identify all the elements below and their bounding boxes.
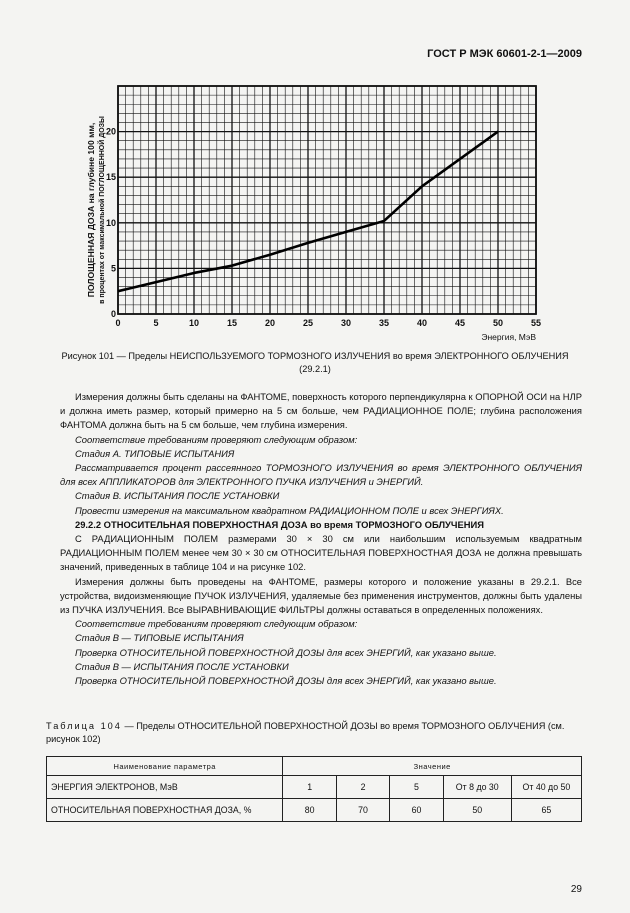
x-tick-label: 35 xyxy=(378,318,390,328)
paragraph: Стадия А. ТИПОВЫЕ ИСПЫТАНИЯ xyxy=(75,447,235,459)
table-header-row xyxy=(47,757,582,776)
x-tick-label: 50 xyxy=(492,318,504,328)
body-text xyxy=(60,390,582,688)
x-tick-label: 20 xyxy=(264,318,276,328)
paragraph: С РАДИАЦИОННЫМ ПОЛЕМ размерами 30 × 30 см или наибольшим используемым квадратным РАДИАЦИОННЫМ ПОЛЕМ менее чем 30 × 30 см ОТНОСИТЕЛЬНАЯ ПОВЕРХНОСТНАЯ ДОЗА не должна превышать значений, приведенных в таблице 104 и на рисунке 102. xyxy=(60,533,582,573)
paragraph: Стадия В. ИСПЫТАНИЯ ПОСЛЕ УСТАНОВКИ xyxy=(75,490,280,502)
table-caption xyxy=(46,720,582,746)
row-label: ОТНОСИТЕЛЬНАЯ ПОВЕРХНОСТНАЯ ДОЗА, % xyxy=(47,799,283,822)
table-cell: 1 xyxy=(283,776,336,799)
plot-frame xyxy=(118,86,536,314)
paragraph: Проверка ОТНОСИТЕЛЬНОЙ ПОВЕРХНОСТНОЙ ДОЗЫ для всех ЭНЕРГИЙ, как указано выше. xyxy=(75,675,497,687)
table-cell: 5 xyxy=(390,776,443,799)
table-cell: 70 xyxy=(336,799,389,822)
paragraph: Измерения должны быть сделаны на ФАНТОМЕ, поверхность которого перпендикулярна к ОПОРНОЙ ОСИ на НЛР и должна иметь размер, который примерно на 5 см больше, чем РАДИАЦИОННОЕ ПОЛЕ; глубина расположения ФАНТОМА должна быть на 5 см больше, чем глубина измерения. xyxy=(60,391,582,431)
dose-energy-chart xyxy=(70,80,560,350)
x-axis-label: Энергия, МэВ xyxy=(481,332,536,342)
paragraph: Соответствие требованиям проверяют следующим образом: xyxy=(75,618,358,630)
y-axis-label: ПОЛОЩЕННАЯ ДОЗА на глубине 100 мм, xyxy=(86,122,96,298)
x-tick-label: 30 xyxy=(340,318,352,328)
table-caption-label: Таблица 104 xyxy=(46,721,122,731)
paragraph: Рассматривается процент рассеянного ТОРМОЗНОГО ИЗЛУЧЕНИЯ во время ЭЛЕКТРОННОГО ОБЛУЧЕНИЯ для всех АППЛИКАТОРОВ для ЭЛЕКТРОННОГО ПУЧКА ИЗЛУЧЕНИЯ и ЭНЕРГИЙ. xyxy=(60,462,582,488)
table-row xyxy=(47,776,582,799)
x-tick-label: 45 xyxy=(454,318,466,328)
section-heading: 29.2.2 ОТНОСИТЕЛЬНАЯ ПОВЕРХНОСТНАЯ ДОЗА во время ТОРМОЗНОГО ОБЛУЧЕНИЯ xyxy=(75,518,484,530)
x-tick-label: 10 xyxy=(188,318,200,328)
table-cell: 60 xyxy=(390,799,443,822)
table-row xyxy=(47,799,582,822)
table-cell: 2 xyxy=(336,776,389,799)
paragraph: Стадия В — ИСПЫТАНИЯ ПОСЛЕ УСТАНОВКИ xyxy=(75,660,289,672)
y-tick-label: 0 xyxy=(110,309,116,319)
y-tick-label: 20 xyxy=(105,126,116,137)
x-tick-label: 40 xyxy=(416,318,428,328)
x-tick-label: 55 xyxy=(530,318,542,328)
x-tick-label: 5 xyxy=(153,318,159,328)
standard-header: ГОСТ Р МЭК 60601-2-1—2009 xyxy=(427,48,582,60)
table-cell: 50 xyxy=(443,799,511,822)
figure-caption: Рисунок 101 — Пределы НЕИСПОЛЬЗУЕМОГО ТОРМОЗНОГО ИЗЛУЧЕНИЯ во время ЭЛЕКТРОННОГО ОБЛУЧЕНИЯ (29.2.1) xyxy=(61,351,569,374)
x-tick-label: 25 xyxy=(302,318,314,328)
row-label: ЭНЕРГИЯ ЭЛЕКТРОНОВ, МэВ xyxy=(47,776,283,799)
paragraph: Соответствие требованиям проверяют следующим образом: xyxy=(75,433,358,445)
paragraph: Измерения должны быть проведены на ФАНТОМЕ, размеры которого и положение указаны в 29.2.1. Все устройства, видоизменяющие ПУЧОК ИЗЛУЧЕНИЯ, удаляемые без применения инструментов, должны быть удалены из ПУЧКА ИЗЛУЧЕНИЯ. Все ВЫРАВНИВАЮЩИЕ ФИЛЬТРЫ должны оставаться в определенных положениях. xyxy=(60,575,582,616)
limits-table xyxy=(46,756,582,822)
header-param: Наименование параметра xyxy=(47,757,283,776)
paragraph: Проверка ОТНОСИТЕЛЬНОЙ ПОВЕРХНОСТНОЙ ДОЗЫ для всех ЭНЕРГИЙ, как указано выше. xyxy=(75,646,497,658)
paragraph: Стадия В — ТИПОВЫЕ ИСПЫТАНИЯ xyxy=(75,632,244,644)
y-axis-sublabel: в процентах от максимальной ПОГЛОЩЕННОЙ ДОЗЫ xyxy=(99,116,106,304)
header-value: Значение xyxy=(283,757,582,776)
table-cell: 65 xyxy=(511,799,581,822)
paragraph: Провести измерения на максимальном квадратном РАДИАЦИОННОМ ПОЛЕ и всех ЭНЕРГИЯХ. xyxy=(75,504,504,516)
x-tick-label: 15 xyxy=(226,318,238,328)
table-cell: От 40 до 50 xyxy=(511,776,581,799)
table-cell: 80 xyxy=(283,799,336,822)
x-tick-label: 0 xyxy=(115,318,121,328)
y-tick-label: 15 xyxy=(105,172,116,183)
page-number: 29 xyxy=(570,884,582,895)
y-tick-label: 10 xyxy=(105,217,116,228)
y-tick-label: 5 xyxy=(110,263,116,274)
table-caption-text: — Пределы ОТНОСИТЕЛЬНОЙ ПОВЕРХНОСТНОЙ ДОЗЫ во время ТОРМОЗНОГО ОБЛУЧЕНИЯ (см. рисунок 102) xyxy=(46,721,565,744)
table-cell: От 8 до 30 xyxy=(443,776,511,799)
